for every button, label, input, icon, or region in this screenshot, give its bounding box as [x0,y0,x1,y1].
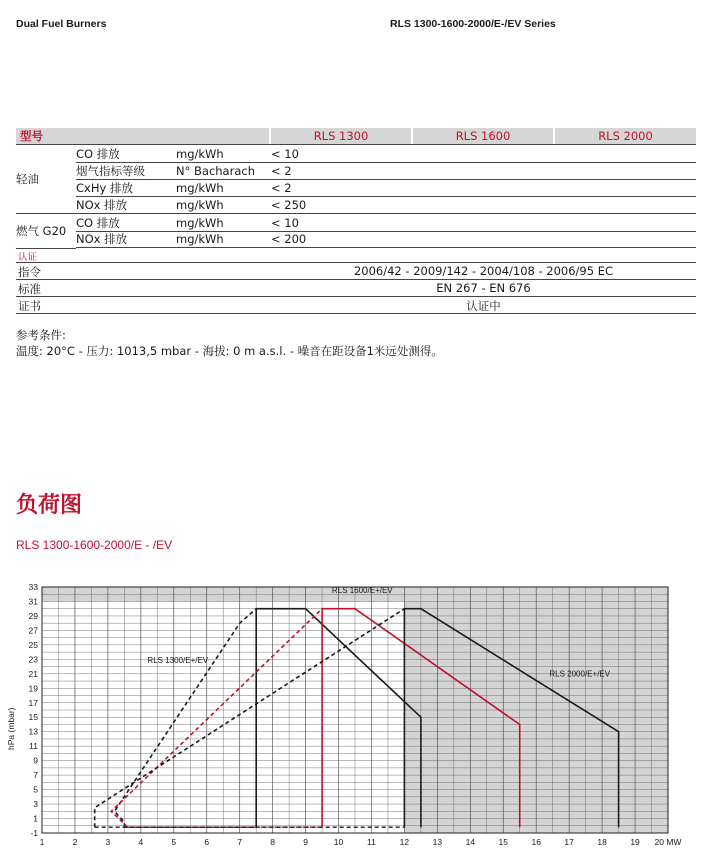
x-tick-label: 10 [333,837,344,847]
x-tick-label: 15 [498,837,508,847]
x-tick-label: 16 [531,837,541,847]
notes-detail: 温度: 20°C - 压力: 1013,5 mbar - 海拔: 0 m a.s.l. - 噪音在距设备1米远处测得。 [16,344,443,358]
table-row: CO 排放 mg/kWh < 10 [76,214,696,232]
x-tick-label: 8 [270,837,275,847]
x-tick-label: 9 [303,837,308,847]
table-row: 证书 认证中 [16,297,696,314]
series-label: RLS 1300/E+/EV [147,655,209,665]
x-tick-label: 20 MW [654,837,682,847]
x-tick-label: 1 [39,837,45,847]
document-header-right: RLS 1300-1600-2000/E-/EV Series [390,18,556,30]
reference-conditions [16,327,443,359]
load-chart-title: 负荷图 [16,493,83,518]
y-tick-label: 11 [29,741,38,752]
col-model: 型号 [20,129,43,143]
x-tick-label: 14 [465,837,476,847]
y-axis-label: hPa (mbar) [6,707,16,750]
x-tick-label: 4 [138,837,144,847]
y-tick-label: 5 [33,784,38,795]
y-tick-label: 9 [33,755,38,766]
y-tick-label: 13 [28,726,38,737]
x-tick-label: 17 [564,837,574,847]
y-tick-label: 19 [28,683,38,694]
y-tick-label: 27 [28,625,38,636]
cert-heading-row: 认证 [16,249,696,263]
x-tick-label: 18 [597,837,607,847]
col-rls2000: RLS 2000 [598,129,653,143]
y-tick-label: 33 [28,582,38,592]
x-tick-label: 19 [630,837,640,847]
series-label: RLS 2000/E+/EV [549,669,611,679]
col-rls1600: RLS 1600 [455,129,511,143]
x-tick-label: 5 [171,837,177,847]
series-label: RLS 1600/E+/EV [331,585,393,595]
load-chart-subtitle: RLS 1300-1600-2000/E - /EV [16,538,173,552]
document-header-left: Dual Fuel Burners [16,18,107,30]
gas-group-label: 燃气 G20 [16,214,76,249]
y-tick-label: 7 [33,770,38,781]
y-tick-label: 23 [28,654,38,665]
table-header-row [16,128,696,145]
table-row: NOx 排放 mg/kWh < 250 [76,196,696,214]
table-row: CO 排放 mg/kWh < 10 [76,145,696,163]
x-tick-label: 3 [105,837,111,847]
y-tick-label: 17 [28,697,38,708]
oil-group-label: 轻油 [16,145,76,214]
x-tick-label: 6 [204,837,210,847]
y-tick-label: -1 [30,828,38,838]
y-tick-label: 15 [28,712,38,723]
y-tick-label: 29 [28,610,38,621]
y-tick-label: 31 [28,596,38,607]
y-tick-label: 21 [28,668,38,679]
table-row: 指令 2006/42 - 2009/142 - 2004/108 - 2006/95 EC [16,263,696,280]
x-tick-label: 12 [399,837,410,847]
table-row: 烟气指标等级 N° Bacharach < 2 [76,162,696,180]
notes-heading: 参考条件: [16,328,66,342]
table-row: 标准 EN 267 - EN 676 [16,280,696,297]
table-row: NOx 排放 mg/kWh < 200 [76,231,696,248]
y-tick-label: 25 [28,639,38,650]
x-tick-label: 13 [432,837,443,847]
y-tick-label: 1 [33,813,38,824]
x-tick-label: 11 [367,837,376,847]
col-rls1300: RLS 1300 [313,129,369,143]
table-row: CxHy 排放 mg/kWh < 2 [76,179,696,197]
x-tick-label: 7 [237,837,243,847]
load-chart [0,575,708,862]
x-tick-label: 2 [72,837,78,847]
y-tick-label: 3 [33,799,38,810]
